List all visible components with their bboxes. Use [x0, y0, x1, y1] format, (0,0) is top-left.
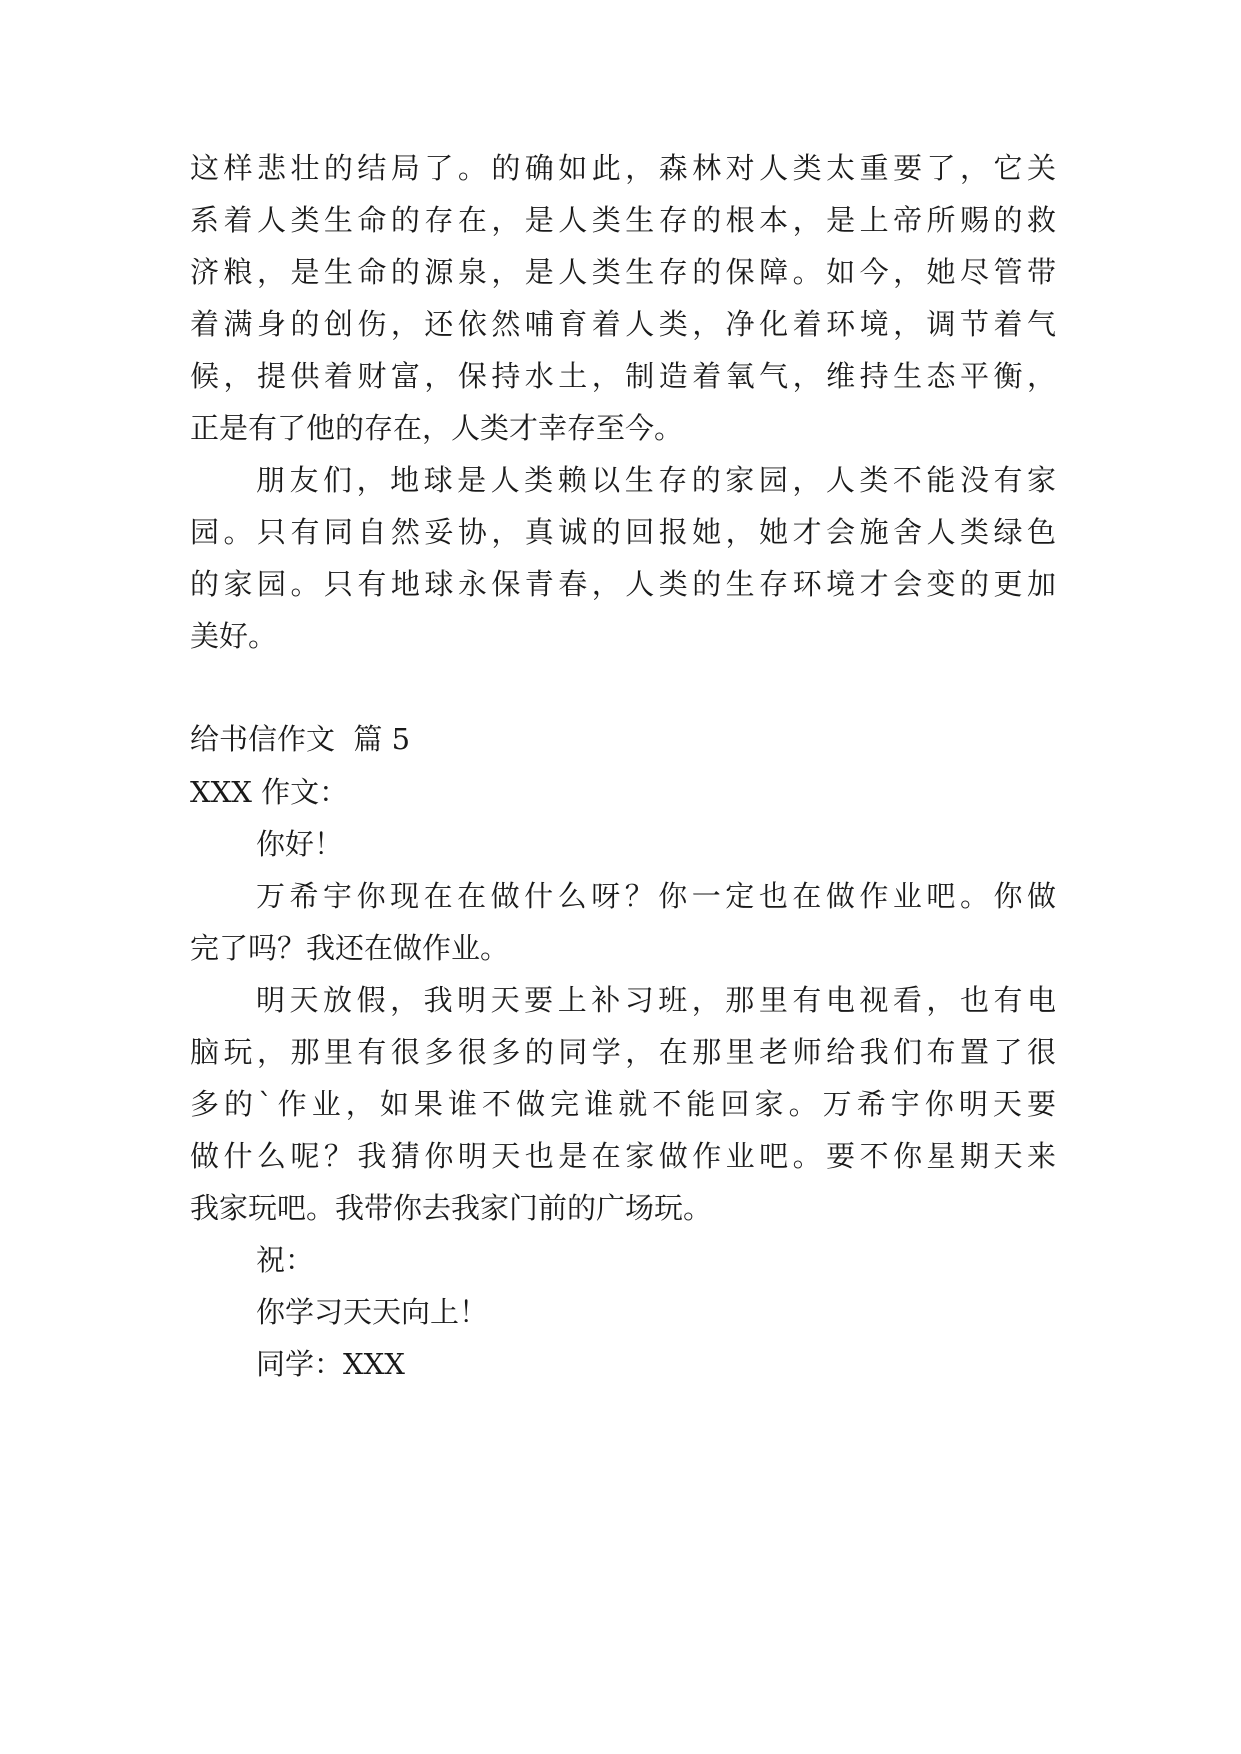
signature: 同学：XXX: [256, 1347, 405, 1381]
paragraph-4-line-1: 明天放假，我明天要上补习班，那里有电视看，也有电: [256, 983, 1056, 1017]
paragraph-4-line-5: 我家玩吧。我带你去我家门前的广场玩。: [190, 1191, 713, 1225]
paragraph-2-line-4: 美好。: [190, 619, 278, 653]
closing: 祝：: [256, 1243, 315, 1277]
paragraph-1-line-1: 这样悲壮的结局了。的确如此，森林对人类太重要了，它关: [190, 151, 1056, 185]
paragraph-4-line-2: 脑玩，那里有很多很多的同学，在那里老师给我们布置了很: [190, 1035, 1056, 1069]
paragraph-1-line-4: 着满身的创伤，还依然哺育着人类，净化着环境，调节着气: [190, 307, 1056, 341]
salutation: XXX 作文：: [190, 775, 349, 809]
paragraph-1-line-2: 系着人类生命的存在，是人类生存的根本，是上帝所赐的救: [190, 203, 1056, 237]
paragraph-2-line-1: 朋友们，地球是人类赖以生存的家园，人类不能没有家: [256, 463, 1056, 497]
paragraph-3-line-2: 完了吗？我还在做作业。: [190, 931, 510, 965]
wish: 你学习天天向上！: [256, 1295, 489, 1329]
paragraph-4-line-3: 多的`作业，如果谁不做完谁就不能回家。万希宇你明天要: [190, 1087, 1056, 1121]
paragraph-1-line-3: 济粮，是生命的源泉，是人类生存的保障。如今，她尽管带: [190, 255, 1056, 289]
paragraph-1-line-6: 正是有了他的存在，人类才幸存至今。: [190, 411, 684, 445]
greeting: 你好！: [256, 827, 344, 861]
paragraph-1-line-5: 候，提供着财富，保持水土，制造着氧气，维持生态平衡，: [190, 359, 1056, 393]
paragraph-2-line-3: 的家园。只有地球永保青春，人类的生存环境才会变的更加: [190, 567, 1056, 601]
paragraph-3-line-1: 万希宇你现在在做什么呀？你一定也在做作业吧。你做: [256, 879, 1056, 913]
section-title: 给书信作文 篇 5: [190, 722, 411, 756]
paragraph-2-line-2: 园。只有同自然妥协，真诚的回报她，她才会施舍人类绿色: [190, 515, 1056, 549]
paragraph-4-line-4: 做什么呢？我猜你明天也是在家做作业吧。要不你星期天来: [190, 1139, 1056, 1173]
